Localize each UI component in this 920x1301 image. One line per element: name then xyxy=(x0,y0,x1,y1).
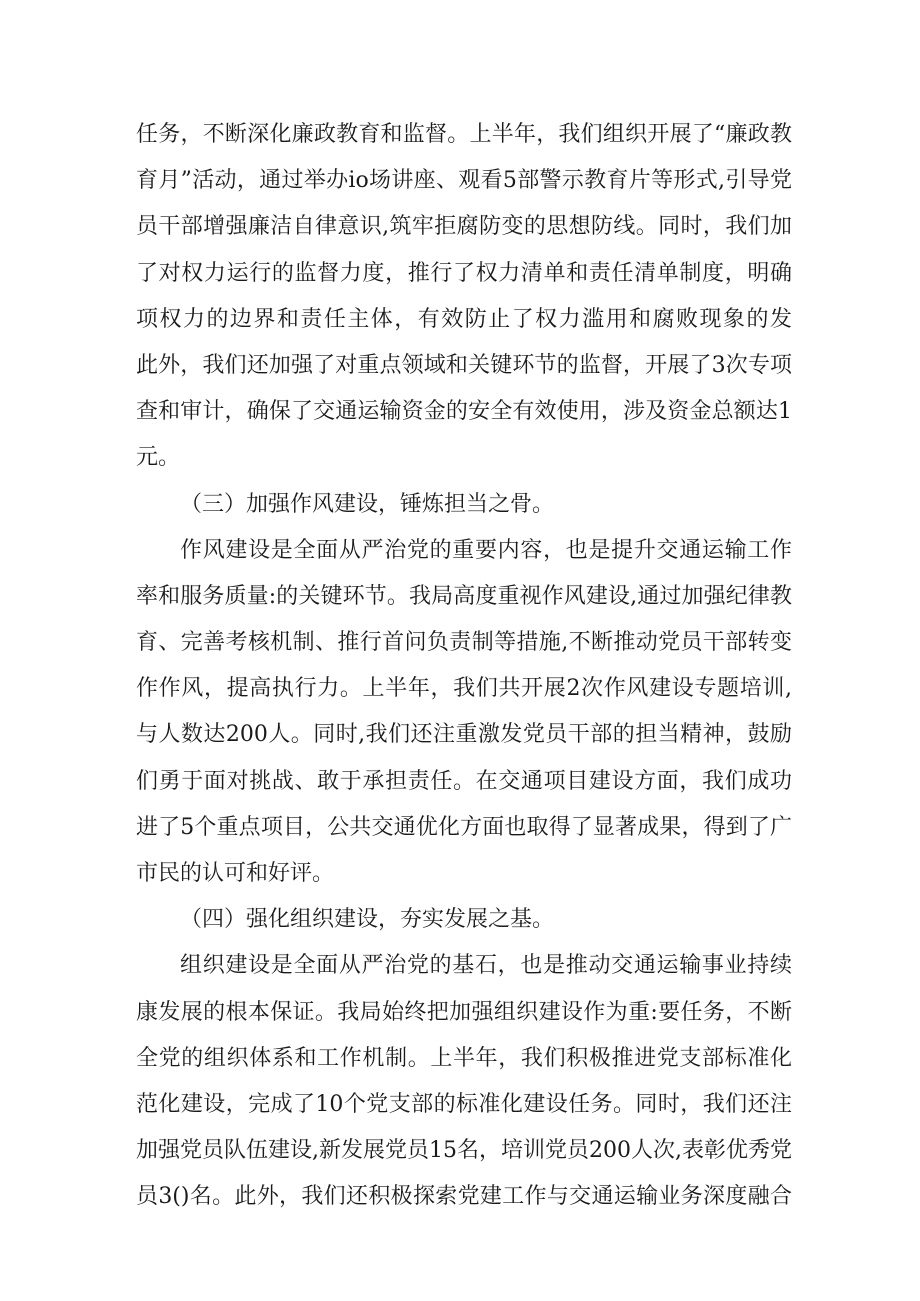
text-line: 加强党员队伍建设,新发展党员15名，培训党员200人次,表彰优秀党 xyxy=(136,1138,792,1164)
text-line: 元。 xyxy=(136,445,181,471)
text-line: 范化建设，完成了10个党支部的标准化建设任务。同时，我们还注 xyxy=(136,1091,792,1117)
text-line: 员3()名。此外，我们还积极探索党建工作与交通运输业务深度融合 xyxy=(136,1184,792,1210)
text-line: 组织建设是全面从严治党的基石，也是推动交通运输事业持续 xyxy=(180,953,792,979)
text-line: 们勇于面对挑战、敢于承担责任。在交通项目建设方面，我们成功 xyxy=(136,768,792,794)
text-line: 与人数达200人。同时,我们还注重激发党员干部的担当精神，鼓励 xyxy=(136,722,792,748)
text-line: 育、完善考核机制、推行首问负责制等措施,不断推动党员干部转变 xyxy=(136,630,792,656)
text-line: 育月”活动，通过举办io场讲座、观看5部警示教育片等形式,引导党 xyxy=(136,168,792,194)
text-line: 作风建设是全面从严治党的重要内容，也是提升交通运输工作 xyxy=(180,537,792,563)
text-line: 了对权力运行的监督力度，推行了权力清单和责任清单制度，明确 xyxy=(136,260,792,286)
text-line: 项权力的边界和责任主体，有效防止了权力滥用和腐败现象的发 xyxy=(136,306,792,332)
text-line: 市民的认可和好评。 xyxy=(136,861,335,886)
text-line: 此外，我们还加强了对重点领域和关键环节的监督，开展了3次专项 xyxy=(136,352,792,378)
text-line: 任务，不断深化廉政教育和监督。上半年，我们组织开展了“廉政教 xyxy=(136,122,792,147)
text-line: 进了5个重点项目，公共交通优化方面也取得了显著成果，得到了广 xyxy=(136,814,792,840)
section-heading: （三）加强作风建设，锤炼担当之骨。 xyxy=(180,491,555,517)
section-heading: （四）强化组织建设，夯实发展之基。 xyxy=(180,907,555,933)
text-line: 查和审计，确保了交通运输资金的安全有效使用，涉及资金总额达1 xyxy=(136,399,792,425)
text-line: 全党的组织体系和工作机制。上半年，我们积极推进党支部标准化 xyxy=(136,1045,792,1071)
document-body xyxy=(136,112,792,1221)
text-line: 率和服务质量:的关键环节。我局高度重视作风建设,通过加强纪律教 xyxy=(136,583,792,609)
text-line: 康发展的根本保证。我局始终把加强组织建设作为重:要任务，不断 xyxy=(136,999,792,1025)
text-line: 作作风，提高执行力。上半年，我们共开展2次作风建设专题培训, xyxy=(136,676,792,702)
text-line: 员干部增强廉洁自律意识,筑牢拒腐防变的思想防线。同时，我们加 xyxy=(136,214,792,240)
